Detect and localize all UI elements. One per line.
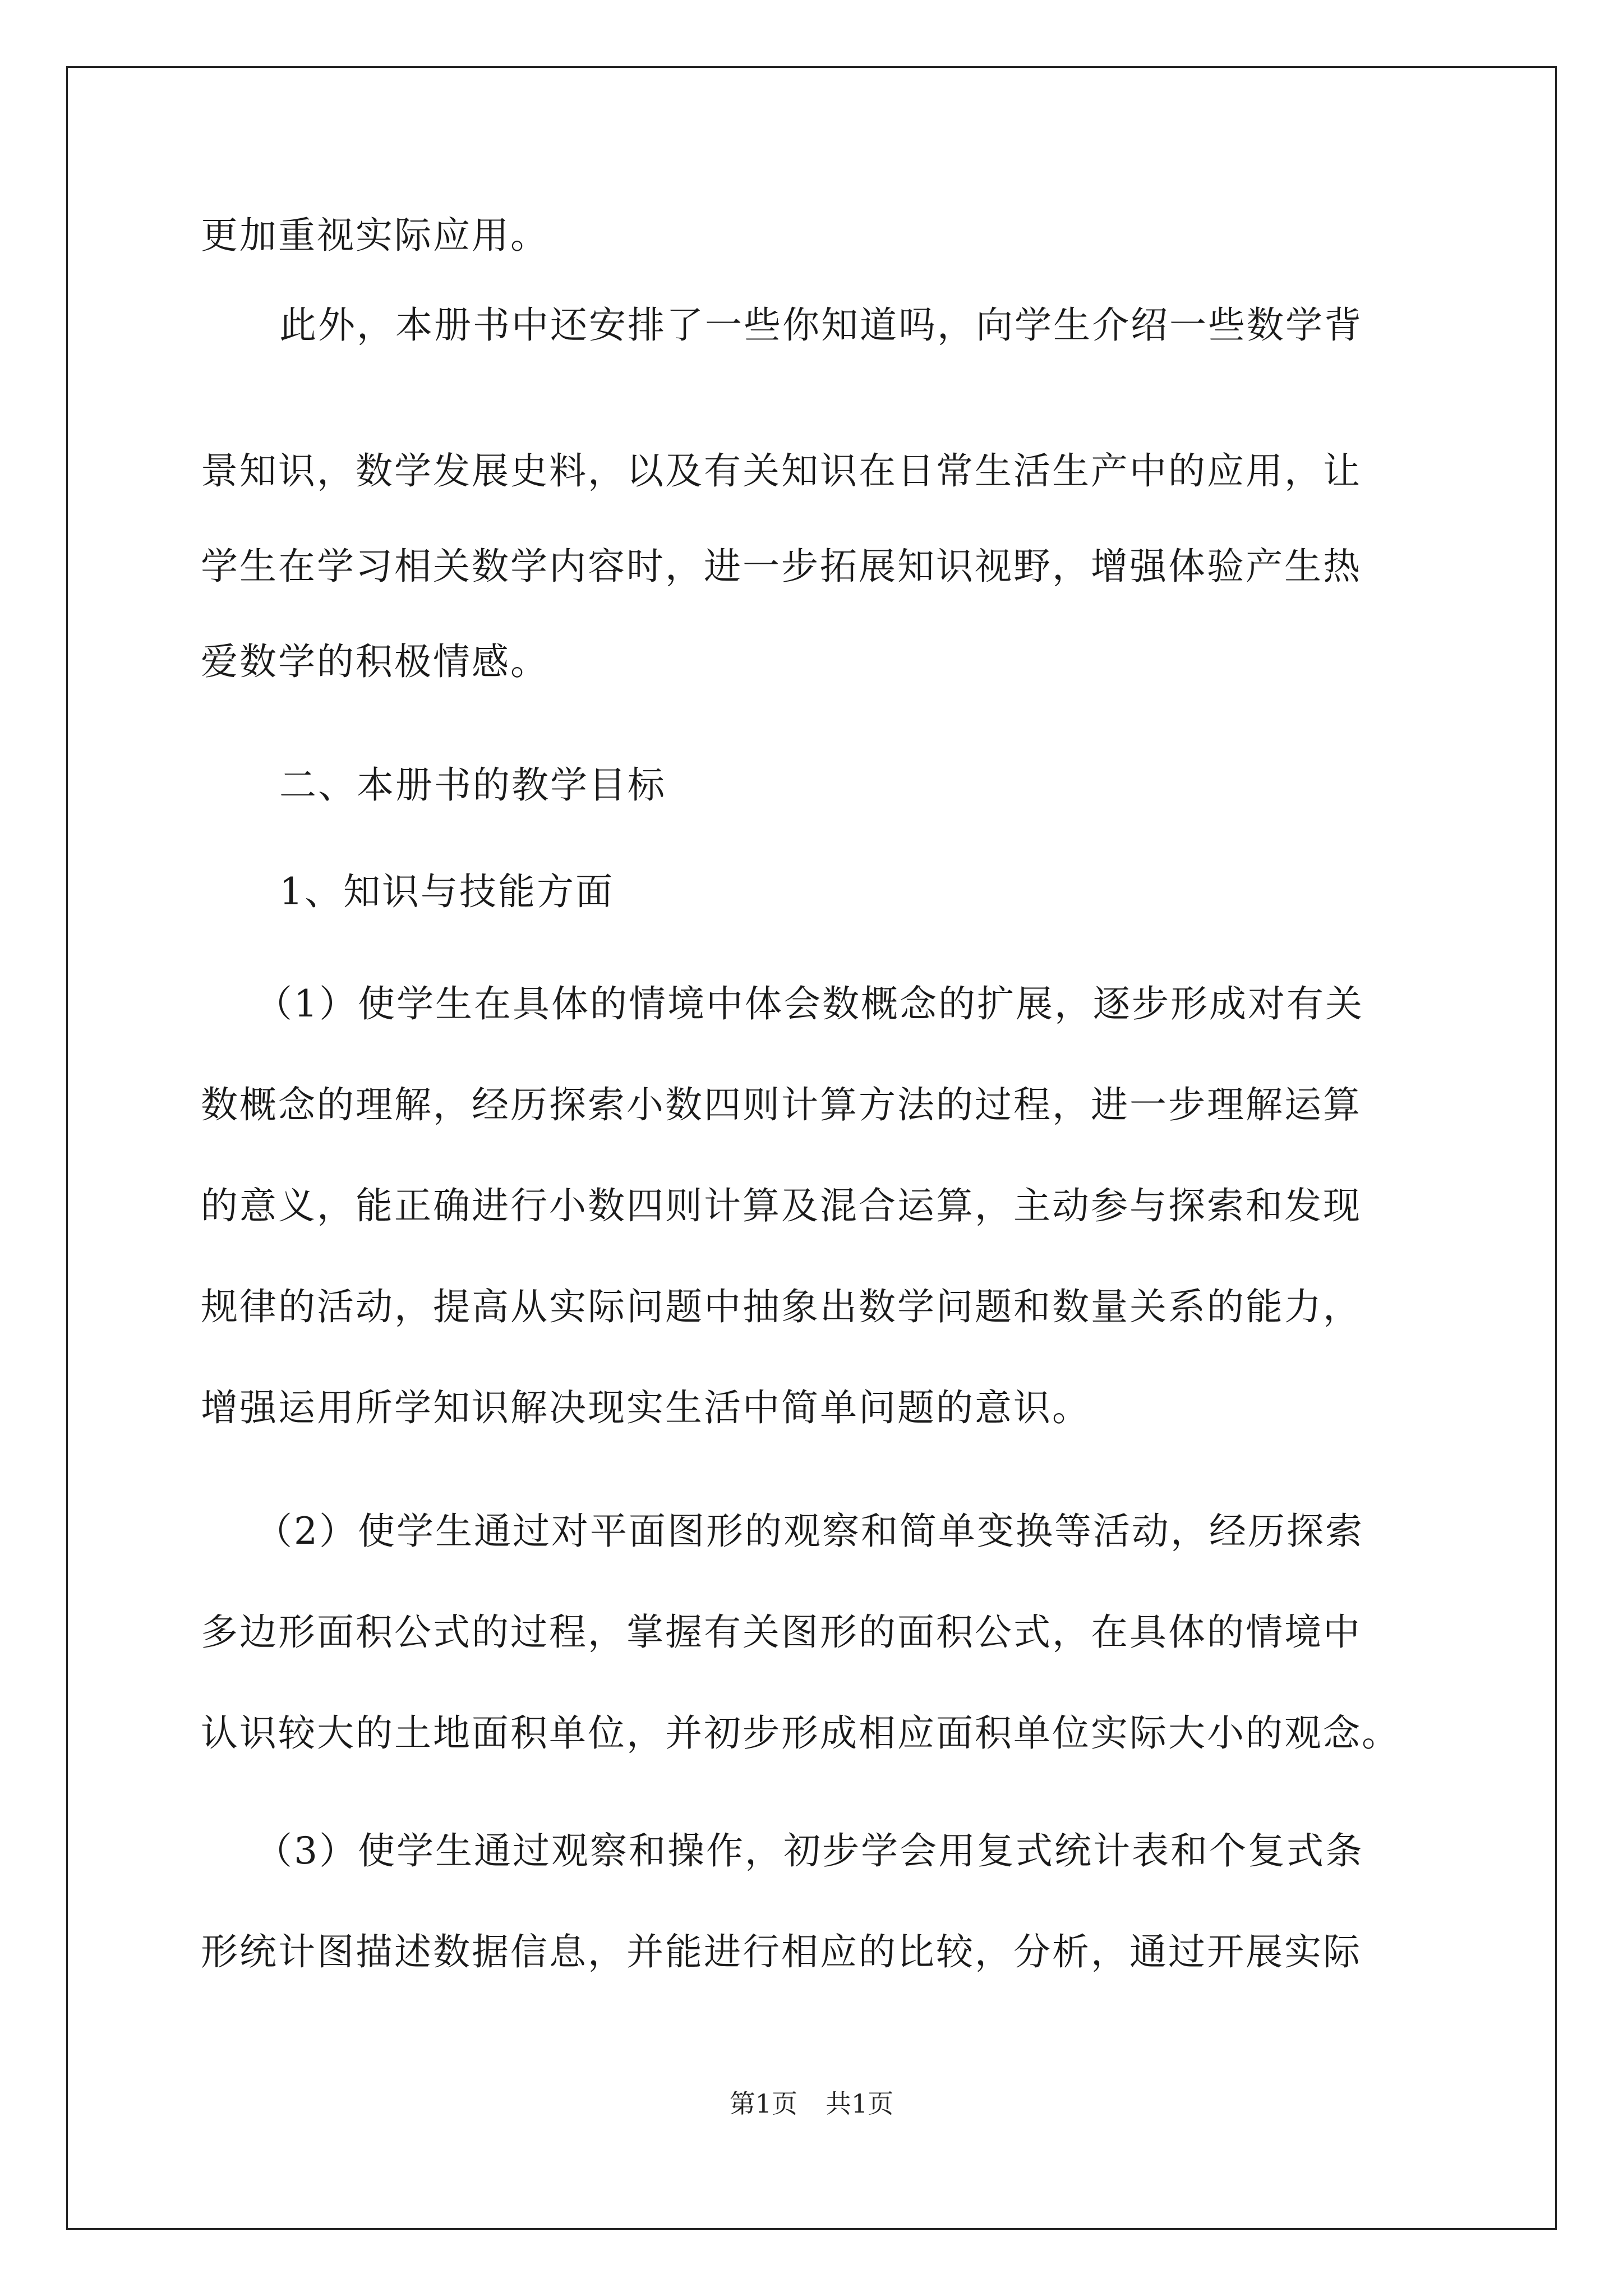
text-line: 增强运用所学知识解决现实生活中简单问题的意识。: [201, 1386, 1091, 1429]
text-line: 认识较大的土地面积单位，并初步形成相应面积单位实际大小的观念。: [201, 1711, 1400, 1755]
page-number: 第1页: [729, 2088, 797, 2119]
text-line: 形统计图描述数据信息，并能进行相应的比较，分析，通过开展实际: [201, 1930, 1362, 1973]
text-line: 景知识，数学发展史料，以及有关知识在日常生活生产中的应用，让: [201, 449, 1362, 493]
section-heading: 二、本册书的教学目标: [279, 763, 666, 807]
page-border: [66, 66, 1557, 2230]
page-footer: [0, 2087, 1623, 2120]
text-line: 学生在学习相关数学内容时，进一步拓展知识视野，增强体验产生热: [201, 545, 1362, 588]
text-line: （3）使学生通过观察和操作，初步学会用复式统计表和个复式条: [255, 1829, 1364, 1872]
page-total: 共1页: [826, 2088, 894, 2119]
subsection-heading: 1、知识与技能方面: [279, 870, 614, 913]
text-line: 数概念的理解，经历探索小数四则计算方法的过程，进一步理解运算: [201, 1083, 1362, 1126]
text-line: （1）使学生在具体的情境中体会数概念的扩展，逐步形成对有关: [255, 982, 1364, 1025]
text-line: 爱数学的积极情感。: [201, 640, 549, 683]
text-line: （2）使学生通过对平面图形的观察和简单变换等活动，经历探索: [255, 1510, 1364, 1553]
text-line: 的意义，能正确进行小数四则计算及混合运算，主动参与探索和发现: [201, 1184, 1362, 1227]
text-line: 更加重视实际应用。: [201, 214, 549, 257]
text-line: 规律的活动，提高从实际问题中抽象出数学问题和数量关系的能力，: [201, 1285, 1362, 1328]
text-line: 此外，本册书中还安排了一些你知道吗，向学生介绍一些数学背: [279, 303, 1363, 347]
text-line: 多边形面积公式的过程，掌握有关图形的面积公式，在具体的情境中: [201, 1611, 1362, 1654]
